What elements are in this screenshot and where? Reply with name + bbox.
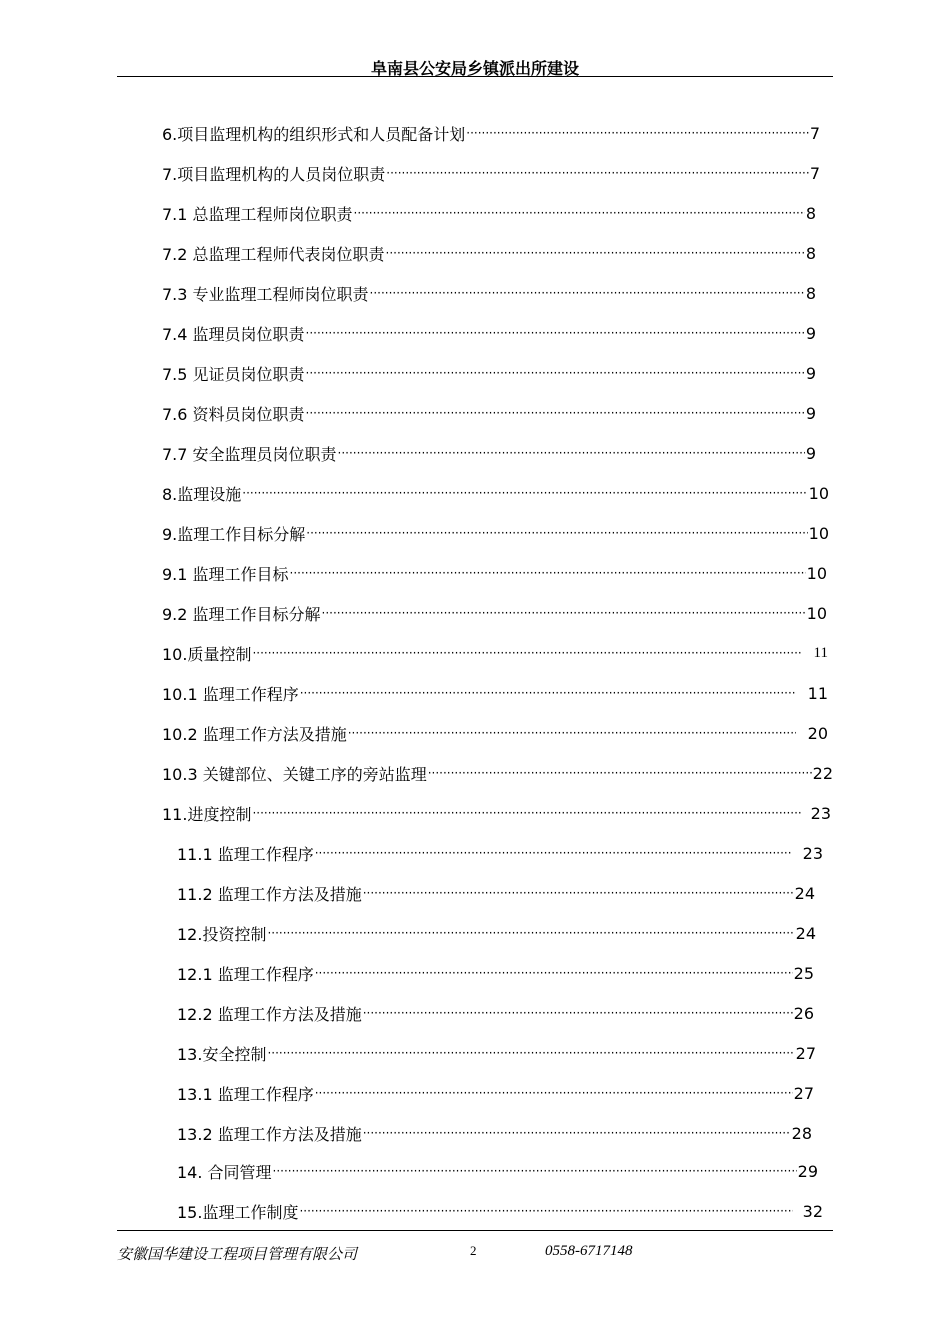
toc-entry-page: 10 bbox=[808, 523, 829, 543]
toc-entry[interactable] bbox=[162, 681, 828, 705]
toc-entry-title: 7.3 专业监理工程师岗位职责 bbox=[162, 284, 369, 304]
toc-entry[interactable] bbox=[177, 961, 814, 985]
toc-entry[interactable] bbox=[177, 881, 815, 905]
toc-entry-title: 11.1 监理工作程序 bbox=[177, 844, 314, 864]
toc-entry-page: 9 bbox=[805, 323, 816, 343]
toc-entry-title: 7.5 见证员岗位职责 bbox=[162, 364, 305, 384]
toc-entry-title: 7.2 总监理工程师代表岗位职责 bbox=[162, 244, 385, 264]
toc-entry-page: 24 bbox=[795, 923, 816, 943]
toc-dot-leader bbox=[338, 441, 805, 465]
toc-entry-title: 9.监理工作目标分解 bbox=[162, 524, 306, 544]
toc-dot-leader bbox=[273, 1159, 797, 1183]
toc-entry[interactable] bbox=[162, 481, 829, 505]
toc-entry-title: 7.6 资料员岗位职责 bbox=[162, 404, 305, 424]
toc-entry-title: 12.投资控制 bbox=[177, 924, 267, 944]
toc-dot-leader bbox=[363, 1121, 791, 1145]
toc-entry-title: 14. 合同管理 bbox=[177, 1162, 272, 1182]
toc-entry-page: 23 bbox=[802, 843, 823, 863]
toc-entry-title: 12.2 监理工作方法及措施 bbox=[177, 1004, 362, 1024]
toc-dot-leader bbox=[354, 201, 805, 225]
toc-entry[interactable] bbox=[177, 1199, 823, 1223]
toc-entry[interactable] bbox=[177, 1041, 816, 1065]
toc-entry-title: 15.监理工作制度 bbox=[177, 1202, 299, 1222]
toc-entry-page: 7 bbox=[809, 163, 820, 183]
footer-company-name: 安徽国华建设工程项目管理有限公司 bbox=[117, 1245, 358, 1263]
toc-dot-leader bbox=[267, 1041, 794, 1065]
toc-entry-title: 10.1 监理工作程序 bbox=[162, 684, 299, 704]
toc-entry-page: 9 bbox=[805, 443, 816, 463]
toc-entry-title: 8.监理设施 bbox=[162, 484, 242, 504]
toc-entry-title: 7.项目监理机构的人员岗位职责 bbox=[162, 164, 386, 184]
toc-entry[interactable] bbox=[162, 801, 831, 825]
toc-entry-page: 22 bbox=[812, 763, 833, 783]
toc-entry[interactable] bbox=[162, 441, 816, 465]
toc-dot-leader bbox=[428, 761, 812, 785]
toc-entry[interactable] bbox=[162, 561, 827, 585]
toc-dot-leader bbox=[290, 561, 806, 585]
toc-dot-leader bbox=[252, 641, 801, 665]
toc-entry[interactable] bbox=[162, 521, 829, 545]
toc-dot-leader bbox=[386, 241, 805, 265]
toc-dot-leader bbox=[348, 721, 796, 745]
toc-dot-leader bbox=[386, 161, 809, 185]
toc-entry-title: 6.项目监理机构的组织形式和人员配备计划 bbox=[162, 124, 466, 144]
toc-entry-title: 9.1 监理工作目标 bbox=[162, 564, 289, 584]
toc-entry-page: 24 bbox=[794, 883, 815, 903]
toc-dot-leader bbox=[306, 321, 805, 345]
toc-entry[interactable] bbox=[162, 601, 827, 625]
toc-entry-title: 9.2 监理工作目标分解 bbox=[162, 604, 321, 624]
toc-entry[interactable] bbox=[162, 361, 816, 385]
toc-entry-page: 8 bbox=[805, 283, 816, 303]
toc-dot-leader bbox=[315, 961, 793, 985]
toc-entry-title: 11.进度控制 bbox=[162, 804, 252, 824]
toc-entry-page: 29 bbox=[797, 1161, 818, 1181]
toc-entry-title: 10.质量控制 bbox=[162, 644, 252, 664]
toc-entry[interactable] bbox=[177, 921, 816, 945]
toc-entry[interactable] bbox=[162, 401, 816, 425]
toc-dot-leader bbox=[306, 361, 805, 385]
toc-dot-leader bbox=[363, 1001, 793, 1025]
toc-dot-leader bbox=[315, 1081, 793, 1105]
footer-divider bbox=[117, 1230, 833, 1231]
toc-dot-leader bbox=[300, 681, 796, 705]
toc-entry-page: 9 bbox=[805, 403, 816, 423]
toc-entry-title: 13.安全控制 bbox=[177, 1044, 267, 1064]
toc-entry[interactable] bbox=[177, 841, 823, 865]
toc-entry-title: 13.1 监理工作程序 bbox=[177, 1084, 314, 1104]
toc-entry-title: 7.4 监理员岗位职责 bbox=[162, 324, 305, 344]
toc-entry-page: 23 bbox=[810, 803, 831, 823]
toc-entry[interactable] bbox=[162, 721, 828, 745]
toc-entry-page: 10 bbox=[808, 483, 829, 503]
toc-entry-title: 10.3 关键部位、关键工序的旁站监理 bbox=[162, 764, 427, 784]
toc-entry[interactable] bbox=[162, 321, 816, 345]
toc-entry[interactable] bbox=[162, 761, 833, 785]
toc-dot-leader bbox=[299, 1199, 792, 1223]
toc-entry-page: 11 bbox=[813, 644, 828, 661]
toc-entry[interactable] bbox=[162, 641, 828, 665]
toc-dot-leader bbox=[267, 921, 794, 945]
toc-entry-title: 11.2 监理工作方法及措施 bbox=[177, 884, 362, 904]
toc-entry-page: 28 bbox=[791, 1123, 812, 1143]
toc-entry-title: 10.2 监理工作方法及措施 bbox=[162, 724, 347, 744]
toc-entry-page: 7 bbox=[809, 123, 820, 143]
toc-entry-page: 26 bbox=[793, 1003, 814, 1023]
toc-entry-page: 8 bbox=[805, 243, 816, 263]
footer-page-number: 2 bbox=[470, 1243, 477, 1258]
toc-entry[interactable] bbox=[177, 1001, 814, 1025]
toc-entry-title: 7.7 安全监理员岗位职责 bbox=[162, 444, 337, 464]
toc-entry-page: 27 bbox=[793, 1083, 814, 1103]
toc-entry[interactable] bbox=[162, 241, 816, 265]
toc-entry[interactable] bbox=[177, 1121, 812, 1145]
header-divider bbox=[117, 76, 833, 77]
toc-entry[interactable] bbox=[162, 201, 816, 225]
toc-entry-page: 10 bbox=[806, 563, 827, 583]
toc-entry-title: 7.1 总监理工程师岗位职责 bbox=[162, 204, 353, 224]
toc-dot-leader bbox=[322, 601, 806, 625]
toc-entry[interactable] bbox=[177, 1159, 818, 1183]
toc-entry-page: 9 bbox=[805, 363, 816, 383]
toc-dot-leader bbox=[466, 121, 809, 145]
toc-dot-leader bbox=[315, 841, 791, 865]
toc-dot-leader bbox=[306, 401, 805, 425]
toc-entry-page: 11 bbox=[807, 683, 828, 703]
toc-entry[interactable] bbox=[177, 1081, 814, 1105]
toc-entry-page: 8 bbox=[805, 203, 816, 223]
toc-entry-page: 20 bbox=[807, 723, 828, 743]
page-header-title: 阜南县公安局乡镇派出所建设 bbox=[370, 59, 579, 78]
toc-dot-leader bbox=[306, 521, 807, 545]
toc-dot-leader bbox=[252, 801, 800, 825]
toc-dot-leader bbox=[370, 281, 805, 305]
toc-dot-leader bbox=[242, 481, 807, 505]
toc-entry-page: 25 bbox=[793, 963, 814, 983]
toc-entry-title: 12.1 监理工作程序 bbox=[177, 964, 314, 984]
toc-entry[interactable] bbox=[162, 281, 816, 305]
toc-entry-title: 13.2 监理工作方法及措施 bbox=[177, 1124, 362, 1144]
toc-entry[interactable] bbox=[162, 121, 820, 145]
toc-dot-leader bbox=[363, 881, 794, 905]
toc-entry-page: 27 bbox=[795, 1043, 816, 1063]
toc-entry[interactable] bbox=[162, 161, 820, 185]
footer-phone-number: 0558-6717148 bbox=[545, 1243, 633, 1259]
toc-entry-page: 10 bbox=[806, 603, 827, 623]
toc-entry-page: 32 bbox=[802, 1201, 823, 1221]
